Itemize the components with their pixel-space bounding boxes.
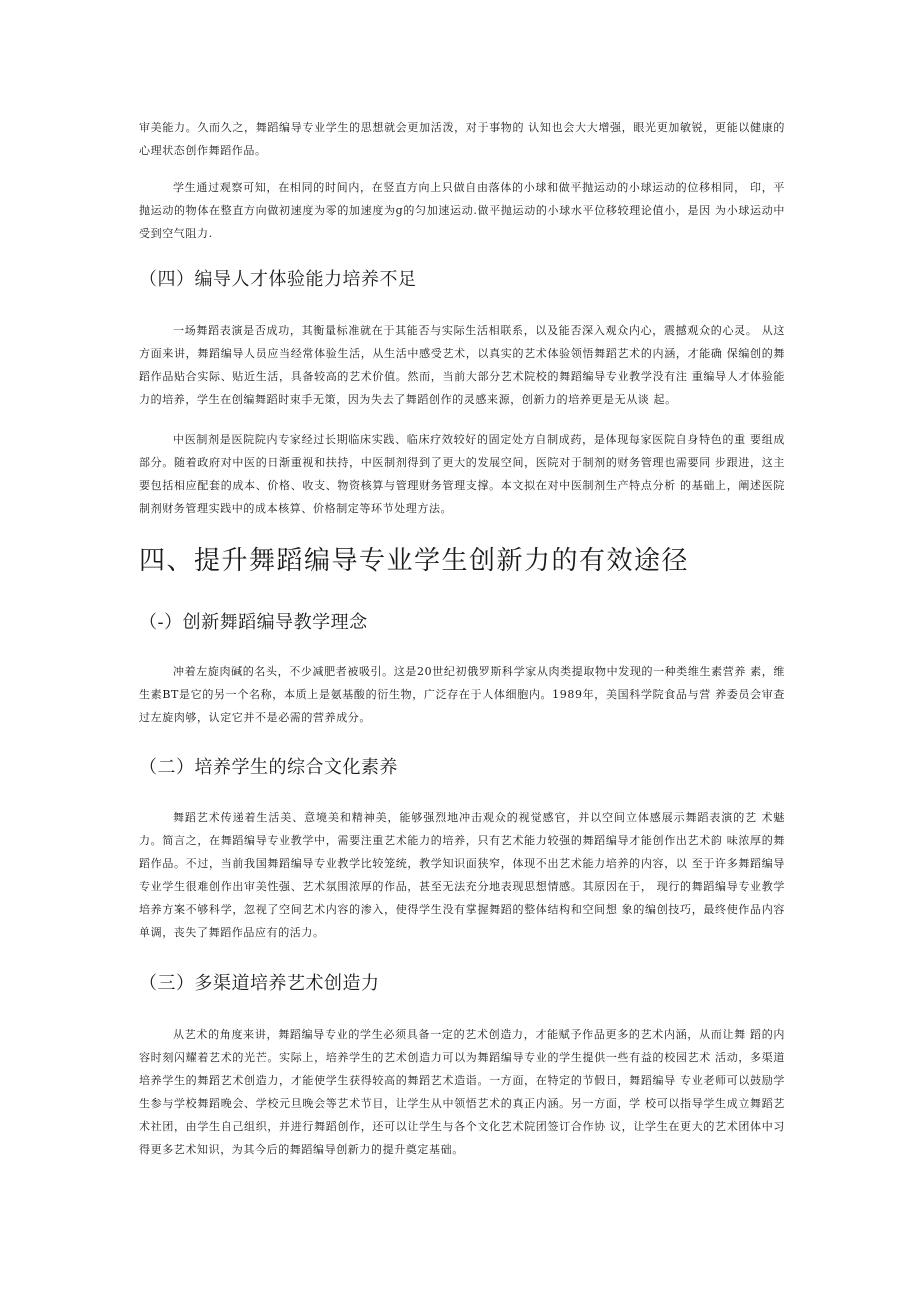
paragraph-dance-art-beauty: 舞蹈艺术传递着生活美、意境美和精神美，能够强烈地冲击观众的视觉感官，并以空间立体感展示舞蹈表演的艺 术魅力。简言之，在舞蹈编导专业教学中，需要注重艺术能力的培养，只有艺术能力较强的舞蹈编导才能创作出艺术韵 味浓厚的舞蹈作品。不过，当前我国舞蹈编导专业教学比较笼统，教学知识面狭窄，体现不出艺术能力培养的内容，以 至于许多舞蹈编导专业学生很难创作出审美性强、艺术氛围浓厚的作品，甚至无法充分地表现思想情感。其原因在于， 现行的舞蹈编导专业教学培养方案不够科学，忽视了空间艺术内容的渗入，使得学生没有掌握舞蹈的整体结构和空间想 象的编创技巧，最终使作品内容单调，丧失了舞蹈作品应有的活力。	[139, 811, 785, 939]
paragraph-projectile-motion: 学生通过观察可知，在相同的时间内，在竖直方向上只做自由落体的小球和做平抛运动的小球运动的位移相同， 印，平抛运动的物体在整直方向做初速度为零的加速度为g的匀加速运动.做平抛运动的小球水平位移较理论值小，是因 为小球运动中受到空气阻力.	[139, 181, 785, 240]
paragraph-l-carnitine: 冲着左旋肉碱的名头，不少减肥者被吸引。这是20世纪初俄罗斯科学家从肉类提取物中发现的一种类维生素营养 素，维生素BT是它的另一个名称，本质上是氨基酸的衍生物，广泛存在于人体细胞内。1989年，美国科学院食品与营 养委员会审查过左旋肉够，认定它并不是必需的营养成分。	[139, 665, 785, 724]
subheading-cultural-literacy: （二）培养学生的综合文化素养	[139, 757, 398, 778]
paragraph-tcm-preparation: 中医制剂是医院院内专家经过长期临床实践、临床疗效较好的固定处方自制成药，是体现每家医院自身特色的重 要组成部分。随着政府对中医的日渐重视和扶持，中医制剂得到了更大的发展空间，医院对于制剂的财务管理也需要同 步跟进，这主要包括相应配套的成本、价格、收支、物资核算与管理财务管理支撑。本文拟在对中医制剂生产特点分析 的基础上，阐述医院制剂财务管理实践中的成本核算、价格制定等环节处理方法。	[139, 433, 785, 515]
section-heading-innovation-paths: 四、提升舞蹈编导专业学生创新力的有效途径	[139, 546, 690, 576]
paragraph-aesthetic-ability: 审美能力。久而久之，舞蹈编导专业学生的思想就会更加活泼，对于事物的 认知也会大大增强，眼光更加敏锐，更能以健康的心理状态创作舞蹈作品。	[139, 121, 785, 157]
paragraph-dance-performance: 一场舞蹈表演是否成功，其衡量标准就在于其能否与实际生活相联系，以及能否深入观众内心，震撼观众的心灵。 从这方面来讲，舞蹈编导人员应当经常体验生活，从生活中感受艺术，以真实的艺术体验领悟舞蹈艺术的内涵，才能确 保编创的舞蹈作品贴合实际、贴近生活，具备较高的艺术价值。然而，当前大部分艺术院校的舞蹈编导专业教学没有注 重编导人才体验能力的培养，学生在创编舞蹈时束手无策，因为失去了舞蹈创作的灵感来源，创新力的培养更是无从谈 起。	[139, 324, 785, 406]
paragraph-art-perspective: 从艺术的角度来讲，舞蹈编导专业的学生必须具备一定的艺术创造力，才能赋予作品更多的艺术内涵，从而让舞 蹈的内容时刻闪耀着艺术的光芒。实际上，培养学生的艺术创造力可以为舞蹈编导专业的学生提供一些有益的校园艺术 活动，多渠道培养学生的舞蹈艺术创造力，才能使学生获得较高的舞蹈艺术造诣。一方面，在特定的节假日，舞蹈编导 专业老师可以鼓励学生参与学校舞蹈晚会、学校元旦晚会等艺术节目，让学生从中领悟艺术的真正内涵。另一方面，学 校可以指导学生成立舞蹈艺术社团，由学生自己组织，并进行舞蹈创作，还可以让学生与各个文化艺术院团签订合作协 议，让学生在更大的艺术团体中习得更多艺术知识，为其今后的舞蹈编导创新力的提升奠定基础。	[139, 1028, 785, 1156]
subheading-experience-ability: （四）编导人才体验能力培养不足	[139, 269, 417, 290]
subheading-teaching-concept: （-）创新舞蹈编导教学理念	[139, 612, 368, 633]
subheading-artistic-creativity: （三）多渠道培养艺术创造力	[139, 973, 380, 994]
